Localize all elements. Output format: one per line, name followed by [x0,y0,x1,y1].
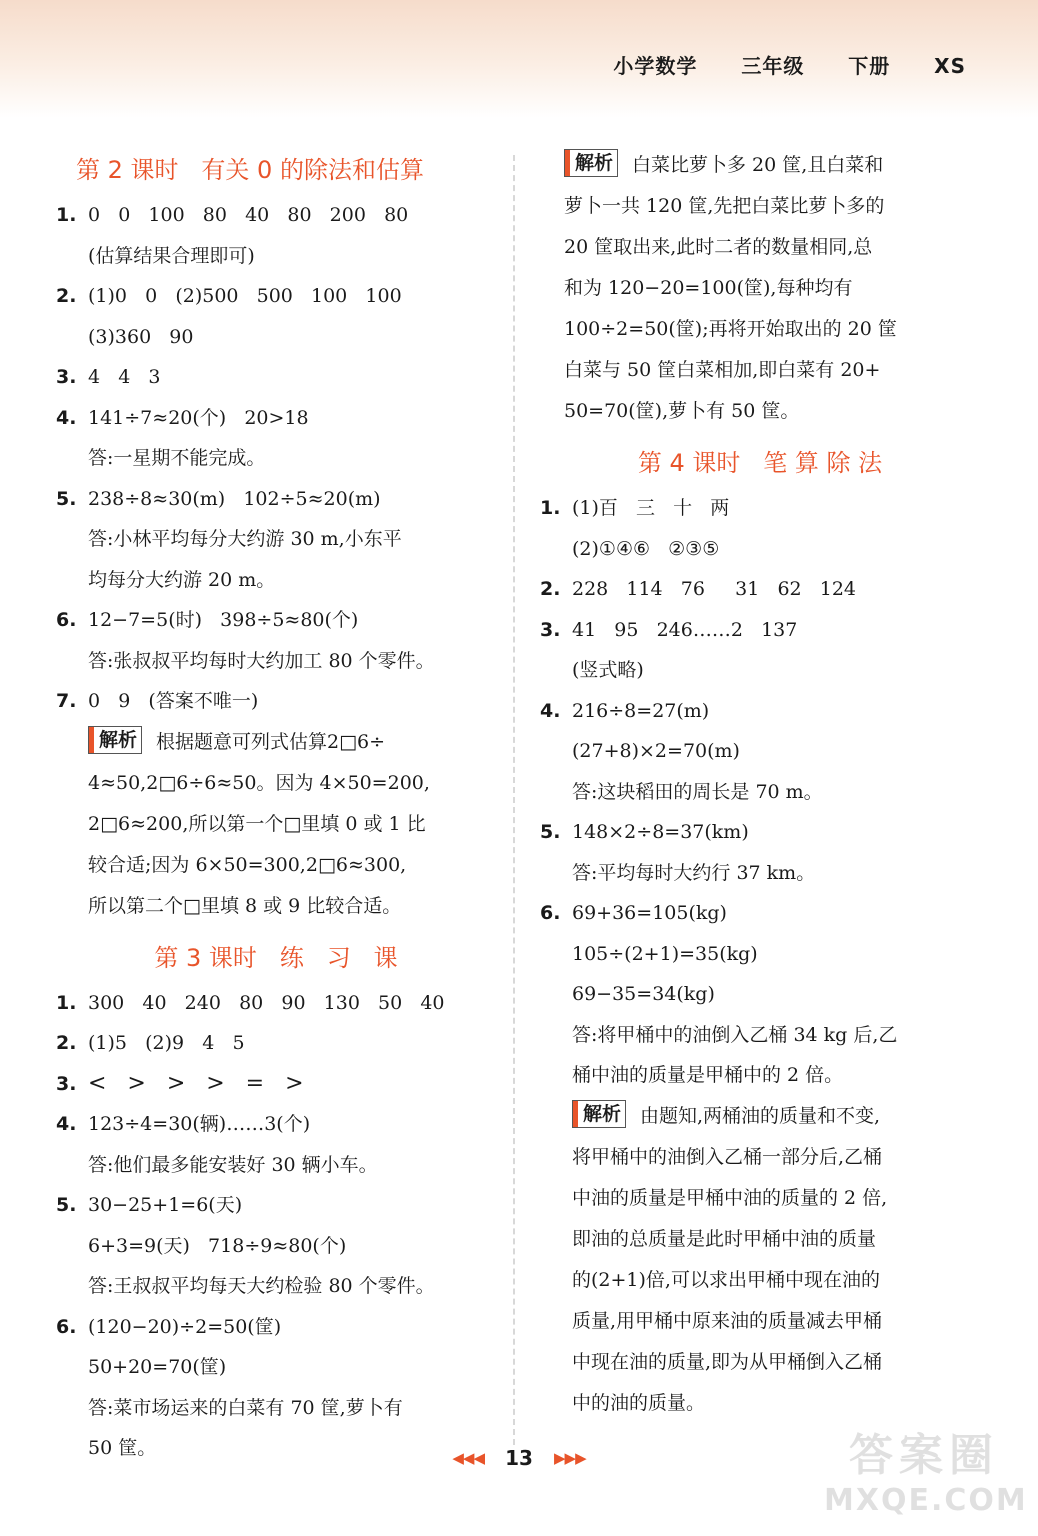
analysis-line: 2□6≈200,所以第一个□里填 0 或 1 比 [88,812,426,835]
analysis-line: 即油的总质量是此时甲桶中油的质量 [572,1227,877,1250]
analysis-block [540,1096,980,1424]
analysis-block [540,145,980,432]
watermark-text: 答案圈 [849,1430,999,1481]
analysis-line: 中的油的质量。 [572,1391,706,1414]
analysis-line: 将甲桶中的油倒入乙桶一部分后,乙桶 [572,1145,883,1168]
analysis-line: 由题知,两桶油的质量和不变, [640,1104,881,1127]
answer-item [540,569,980,610]
answer-line: 答:一星期不能完成。 [88,447,266,469]
right-arrows-icon: ▶▶▶ [554,1449,586,1467]
answer-line: 答:菜市场运来的白菜有 70 筐,萝卜有 [88,1396,403,1419]
answer-line: (1)百 三 十 两 [572,497,730,519]
answer-item [56,276,496,357]
answer-item [56,479,496,601]
analysis-line: 白菜与 50 筐白菜相加,即白菜有 20+ [564,359,881,381]
answer-line: 答:这块稻田的周长是 70 m。 [572,780,823,803]
answer-line: 123÷4=30(辆)……3(个) [88,1113,311,1135]
answer-item [56,983,496,1024]
answer-line: 148×2÷8=37(km) [572,821,749,843]
header-title: 小学数学 三年级 下册 XS [613,54,966,78]
answer-item [56,1307,496,1469]
answer-line: 238÷8≈30(m) 102÷5≈20(m) [88,487,381,510]
answer-line: < > > > = > [88,1070,304,1096]
answer-item [540,893,980,1096]
answer-item [56,600,496,681]
analysis-line: 20 筐取出来,此时二者的数量相同,总 [564,236,873,258]
analysis-line: 质量,用甲桶中原来油的质量减去甲桶 [572,1309,883,1332]
answer-line: 答:张叔叔平均每时大约加工 80 个零件。 [88,649,435,672]
answer-item [56,1023,496,1064]
answer-line: 105÷(2+1)=35(kg) [572,942,758,965]
answer-line: 答:平均每时大约行 37 km。 [572,861,816,884]
analysis-line: 中油的质量是甲桶中油的质量的 2 倍, [572,1186,888,1209]
answer-line: 12−7=5(时) 398÷5≈80(个) [88,609,359,631]
analysis-tag: 解析 [572,1100,626,1128]
answer-line: 均每分大约游 20 m。 [88,568,276,591]
item-number: 1. [56,991,77,1014]
section-title-lesson-4: 第 4 课时 笔 算 除 法 [637,449,883,477]
answer-line: 50 筐。 [88,1437,157,1459]
item-number: 2. [56,1032,77,1054]
answer-item [540,691,980,813]
answer-line: 0 0 100 80 40 80 200 80 [88,204,409,226]
right-column [540,145,980,1424]
answer-item [56,398,496,479]
item-number: 1. [540,497,561,519]
answer-item [56,681,496,722]
item-number: 4. [56,406,77,429]
answer-line: 50+20=70(筐) [88,1356,227,1378]
item-number: 5. [56,1194,77,1216]
answer-line: (估算结果合理即可) [88,244,255,267]
answer-line: 桶中油的质量是甲桶中的 2 倍。 [572,1064,844,1086]
left-arrows-icon: ◀◀◀ [452,1449,484,1467]
analysis-line: 所以第二个□里填 8 或 9 比较合适。 [88,894,402,917]
item-number: 4. [56,1113,77,1135]
section-title-lesson-3: 第 3 课时 练 习 课 [154,943,398,972]
answer-item [540,812,980,893]
answer-line: 69−35=34(kg) [572,983,715,1005]
item-number: 3. [56,366,77,388]
analysis-block [56,722,496,927]
analysis-line: 较合适;因为 6×50=300,2□6≈300, [88,853,407,876]
answer-line: 0 9 (答案不唯一) [88,690,259,712]
analysis-line: 和为 120−20=100(筐),每种均有 [564,277,853,299]
answer-line: (2)①④⑥ ②③⑤ [572,537,720,560]
analysis-line: 的(2+1)倍,可以求出甲桶中现在油的 [572,1268,880,1291]
analysis-line: 根据题意可列式估算2□6÷ [156,730,386,753]
answer-item [540,610,980,691]
answer-line: 41 95 246……2 137 [572,618,798,641]
answer-line: (1)5 (2)9 4 5 [88,1032,245,1054]
answer-item [56,195,496,276]
answer-line: 答:小林平均每分大约游 30 m,小东平 [88,528,402,550]
answer-line: 141÷7≈20(个) 20>18 [88,406,309,429]
item-number: 6. [56,1315,77,1338]
analysis-line: 白菜比萝卜多 20 筐,且白菜和 [632,154,884,176]
analysis-line: 4≈50,2□6÷6≈50。因为 4×50=200, [88,771,430,794]
analysis-line: 100÷2=50(筐);再将开始取出的 20 筐 [564,318,897,340]
item-number: 5. [56,487,77,510]
answer-item [56,357,496,398]
answer-line: 答:他们最多能安装好 30 辆小车。 [88,1153,378,1176]
answer-line: (竖式略) [572,659,644,681]
answer-line: (1)0 0 (2)500 500 100 100 [88,285,402,307]
analysis-line: 中现在油的质量,即为从甲桶倒入乙桶 [572,1350,883,1373]
answer-line: (120−20)÷2=50(筐) [88,1315,282,1338]
item-number: 2. [540,578,561,600]
analysis-tag: 解析 [564,149,618,177]
item-number: 3. [540,618,561,641]
item-number: 2. [56,285,77,307]
answer-item [540,488,980,569]
left-column [56,145,496,1469]
answer-item [56,1064,496,1105]
answer-line: 228 114 76 31 62 124 [572,578,856,600]
answer-line: 答:将甲桶中的油倒入乙桶 34 kg 后,乙 [572,1023,898,1046]
answer-line: 30−25+1=6(天) [88,1194,243,1216]
analysis-tag: 解析 [88,726,142,754]
watermark-url: MXQE.COM [824,1483,1028,1518]
answer-line: 6+3=9(天) 718÷9≈80(个) [88,1234,347,1257]
item-number: 7. [56,690,77,712]
answer-line: 216÷8=27(m) [572,699,710,722]
answer-item [56,1104,496,1185]
answer-line: 300 40 240 80 90 130 50 40 [88,991,445,1014]
answer-line: (3)360 90 [88,325,194,348]
answer-line: (27+8)×2=70(m) [572,740,740,762]
analysis-line: 萝卜一共 120 筐,先把白菜比萝卜多的 [564,195,885,217]
answer-line: 答:王叔叔平均每天大约检验 80 个零件。 [88,1275,435,1297]
answer-item [56,1185,496,1307]
item-number: 6. [56,609,77,631]
section-title-lesson-2: 第 2 课时 有关 0 的除法和估算 [76,156,424,184]
page-number: 13 [505,1446,533,1470]
item-number: 3. [56,1072,77,1095]
item-number: 1. [56,204,77,226]
item-number: 5. [540,821,561,843]
item-number: 4. [540,699,561,722]
analysis-line: 50=70(筐),萝卜有 50 筐。 [564,400,800,422]
answer-line: 4 4 3 [88,366,161,388]
answer-line: 69+36=105(kg) [572,902,727,924]
watermark-logo [824,1428,1028,1528]
item-number: 6. [540,902,561,924]
column-divider [513,155,515,1445]
